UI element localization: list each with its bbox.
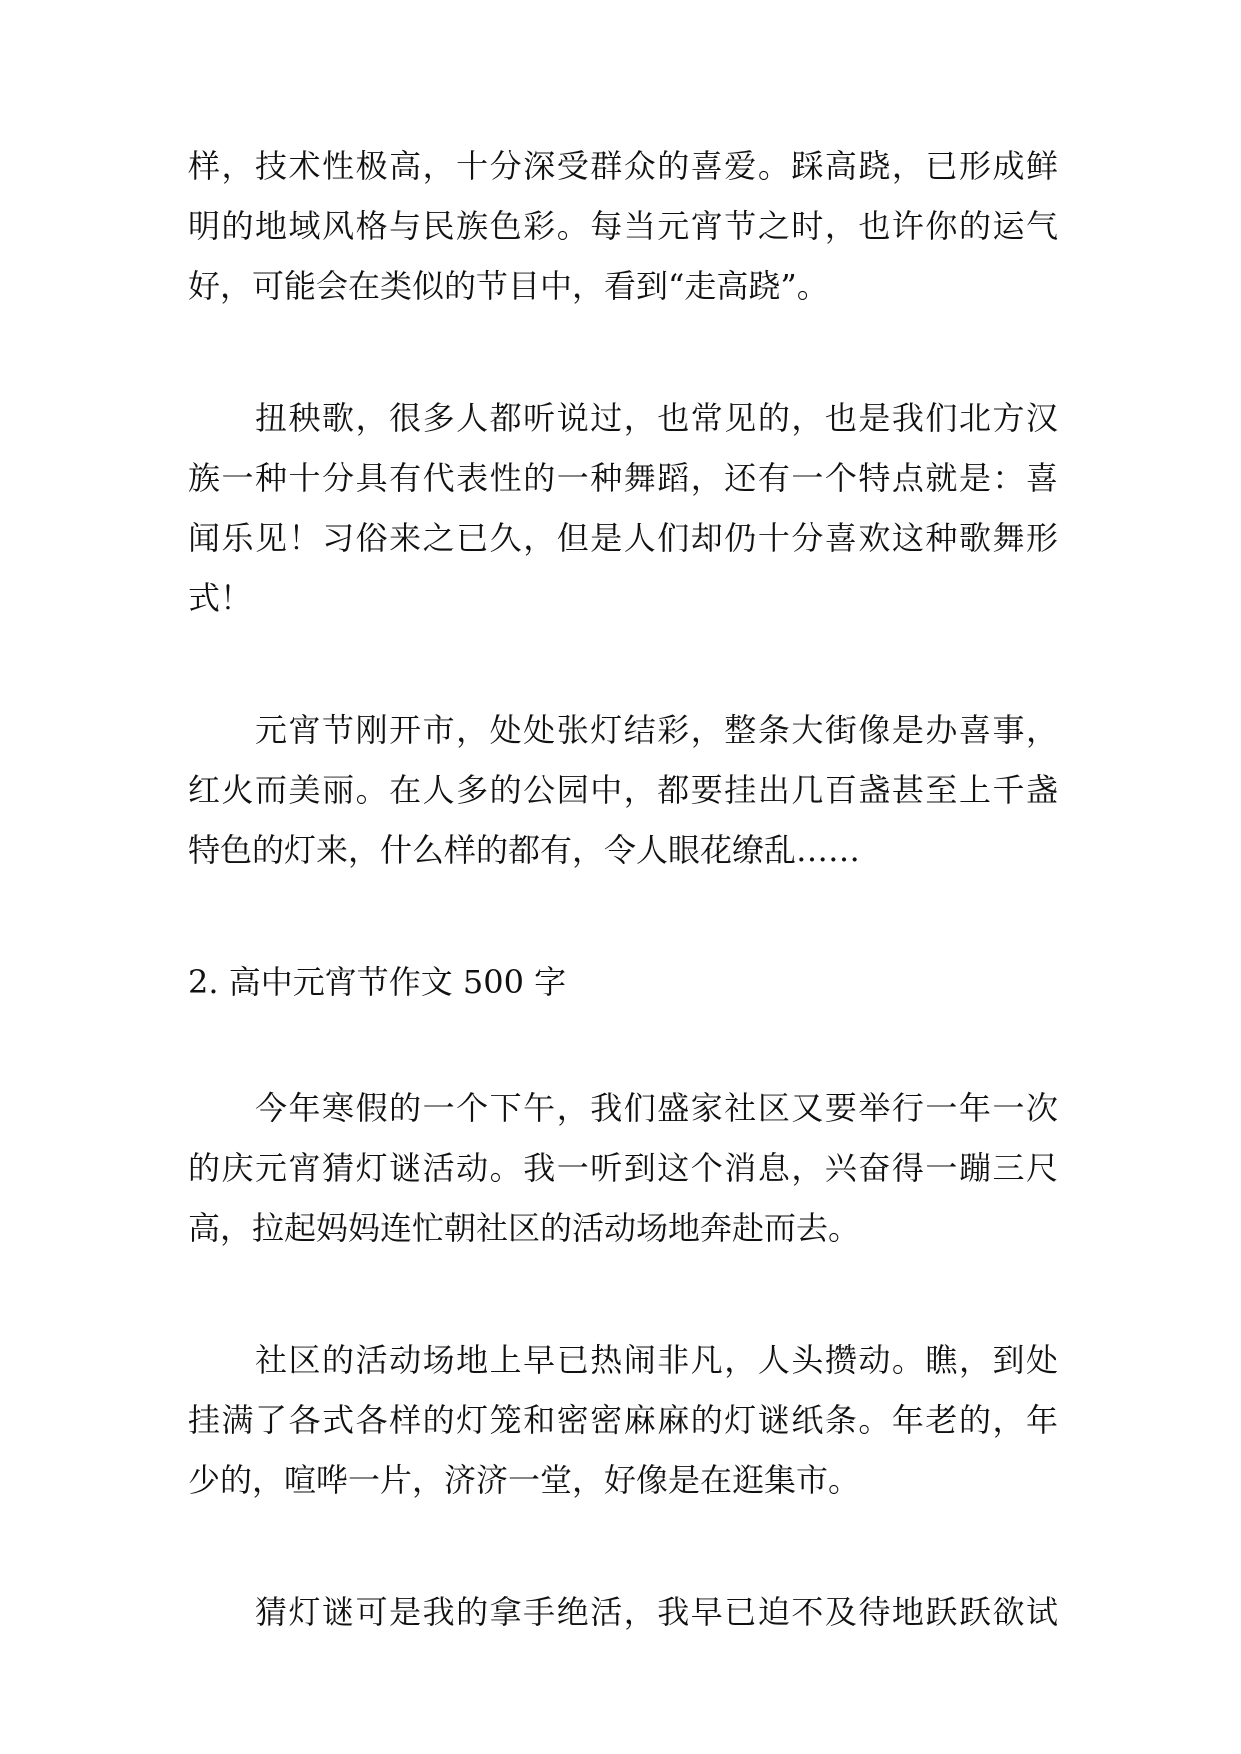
paragraph-5-line-1: 社区的活动场地上早已热闹非凡，人头攒动。瞧，到处 (255, 1341, 1058, 1379)
paragraph-5-line-2: 挂满了各式各样的灯笼和密密麻麻的灯谜纸条。年老的，年 (188, 1401, 1058, 1439)
paragraph-2-line-3: 闻乐见！习俗来之已久，但是人们却仍十分喜欢这种歌舞形 (188, 519, 1058, 557)
paragraph-1-line-1: 样，技术性极高，十分深受群众的喜爱。踩高跷，已形成鲜 (188, 147, 1058, 185)
paragraph-1-line-3: 好，可能会在类似的节目中，看到“走高跷”。 (188, 267, 829, 305)
paragraph-3-line-2: 红火而美丽。在人多的公园中，都要挂出几百盏甚至上千盏 (188, 771, 1058, 809)
paragraph-2-line-1: 扭秧歌，很多人都听说过，也常见的，也是我们北方汉 (255, 399, 1058, 437)
paragraph-4-line-1: 今年寒假的一个下午，我们盛家社区又要举行一年一次 (255, 1089, 1058, 1127)
paragraph-4-line-3: 高，拉起妈妈连忙朝社区的活动场地奔赴而去。 (188, 1209, 861, 1247)
paragraph-6-line-1: 猜灯谜可是我的拿手绝活，我早已迫不及待地跃跃欲试 (255, 1593, 1058, 1631)
paragraph-2-line-2: 族一种十分具有代表性的一种舞蹈，还有一个特点就是：喜 (188, 459, 1058, 497)
paragraph-5-line-3: 少的，喧哗一片，济济一堂，好像是在逛集市。 (188, 1461, 861, 1499)
paragraph-4-line-2: 的庆元宵猜灯谜活动。我一听到这个消息，兴奋得一蹦三尺 (188, 1149, 1058, 1187)
paragraph-1-line-2: 明的地域风格与民族色彩。每当元宵节之时，也许你的运气 (188, 207, 1058, 245)
paragraph-3-line-1: 元宵节刚开市，处处张灯结彩，整条大街像是办喜事， (255, 711, 1058, 749)
paragraph-3-line-3: 特色的灯来，什么样的都有，令人眼花缭乱…… (188, 831, 861, 869)
paragraph-2-line-4: 式！ (188, 579, 253, 617)
section-heading: 2. 高中元宵节作文 500 字 (188, 963, 567, 1001)
